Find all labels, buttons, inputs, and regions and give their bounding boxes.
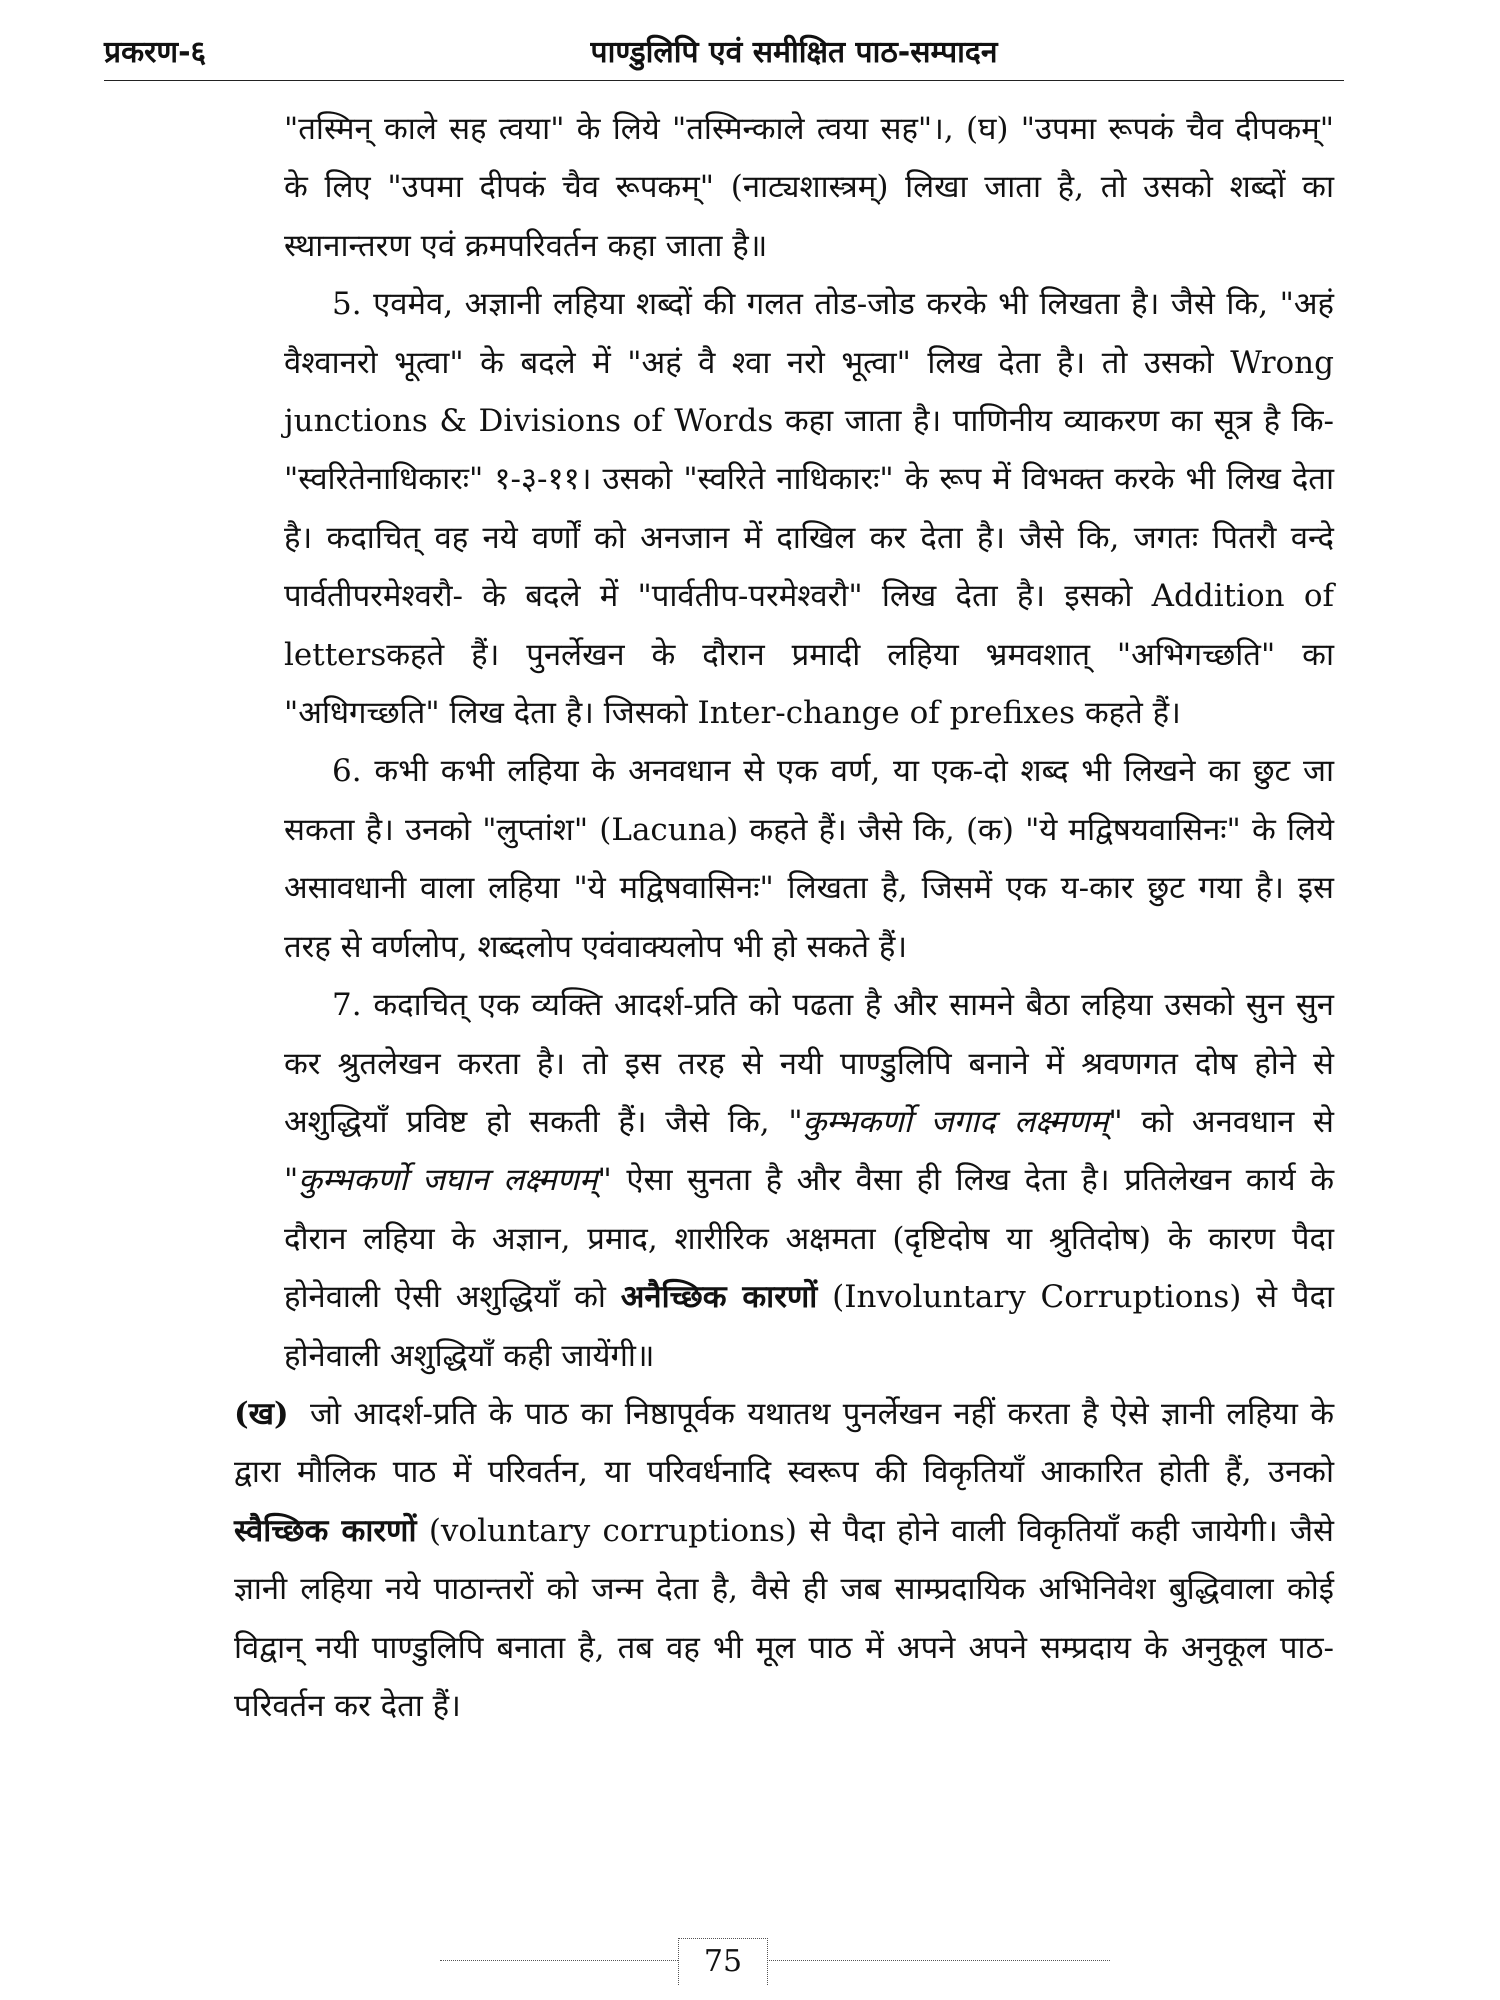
- kha-bold-term: स्वैच्छिक कारणों: [234, 1512, 417, 1549]
- footer-rule: [440, 1960, 1110, 1961]
- section-marker: (ख): [234, 1395, 289, 1432]
- page-header: [104, 24, 1344, 81]
- running-title: पाण्डुलिपि एवं समीक्षित पाठ-सम्पादन: [590, 35, 998, 70]
- p7-text-2: " को अनवधान से ": [284, 1103, 1334, 1199]
- p7-bold-term: अनैच्छिक कारणों: [620, 1279, 818, 1316]
- paragraph-7: [284, 976, 1334, 1385]
- p7-text-4: (Involuntary Corruptions) से पैदा होनेवाली अशुद्धियाँ कही जायेंगी॥: [284, 1279, 1334, 1374]
- paragraph-5: 5. एवमेव, अज्ञानी लहिया शब्दों की गलत तोड-जोड करके भी लिखता है। जैसे कि, "अहं वैश्वानरो भूत्वा" के बदले में "अहं वै श्वा नरो भूत्वा" लिख देता है। तो उसको Wrong junctions & Divisions of Words कहा जाता है। पाणिनीय व्याकरण का सूत्र है कि- "स्वरितेनाधिकारः" १-३-११। उसको "स्वरिते नाधिकारः" के रूप में विभक्त करके भी लिख देता है। कदाचित् वह नये वर्णों को अनजान में दाखिल कर देता है। जैसे कि, जगतः पितरौ वन्दे पार्वतीपरमेश्वरौ- के बदले में "पार्वतीप-परमेश्वरौ" लिख देता है। इसको Addition of lettersकहते हैं। पुनर्लेखन के दौरान प्रमादी लहिया भ्रमवशात् "अभिगच्छति" का "अधिगच्छति" लिख देता है। जिसको Inter-change of prefixes कहते हैं।: [284, 286, 1334, 732]
- p7-quote-2: कुम्भकर्णो जघान लक्ष्मणम्: [298, 1162, 598, 1199]
- body-text: [234, 100, 1334, 1735]
- paragraph-continuation: "तस्मिन् काले सह त्वया" के लिये "तस्मिन्काले त्वया सह"।, (घ) "उपमा रूपकं चैव दीपकम्" के लिए "उपमा दीपकं चैव रूपकम्" (नाट्यशास्त्रम्) लिखा जाता है, तो उसको शब्दों का स्थानान्तरण एवं क्रमपरिवर्तन कहा जाता है॥: [284, 111, 1334, 264]
- p7-text-1: 7. कदाचित् एक व्यक्ति आदर्श-प्रति को पढता है और सामने बैठा लहिया उसको सुन सुन कर श्रुतलेखन करता है। तो इस तरह से नयी पाण्डुलिपि बनाने में श्रवणगत दोष होने से अशुद्धियाँ प्रविष्ट हो सकती हैं। जैसे कि, ": [284, 987, 1334, 1140]
- page-number: 75: [678, 1938, 768, 1985]
- chapter-label: प्रकरण-६: [104, 35, 207, 70]
- p7-quote-1: कुम्भकर्णो जगाद लक्ष्मणम्: [802, 1103, 1109, 1140]
- kha-text-2: (voluntary corruptions) से पैदा होने वाली विकृतियाँ कही जायेगी। जैसे ज्ञानी लहिया नये पाठान्तरों को जन्म देता है, वैसे ही जब साम्प्रदायिक अभिनिवेश बुद्धिवाला कोई विद्वान् नयी पाण्डुलिपि बनाता है, तब वह भी मूल पाठ में अपने अपने सम्प्रदाय के अनुकूल पाठ-परिवर्तन कर देता हैं।: [234, 1512, 1334, 1724]
- paragraph-6: 6. कभी कभी लहिया के अनवधान से एक वर्ण, या एक-दो शब्द भी लिखने का छुट जा सकता है। उनको "लुप्तांश" (Lacuna) कहते हैं। जैसे कि, (क) "ये मद्विषयवासिनः" के लिये असावधानी वाला लहिया "ये मद्विषवासिनः" लिखता है, जिसमें एक य-कार छुट गया है। इस तरह से वर्णलोप, शब्दलोप एवंवाक्यलोप भी हो सकते हैं।: [284, 753, 1334, 965]
- paragraph-kha: [234, 1385, 1334, 1735]
- p7-text-3: " ऐसा सुनता है और वैसा ही लिख देता है। प्रतिलेखन कार्य के दौरान लहिया के अज्ञान, प्रमाद, शारीरिक अक्षमता (दृष्टिदोष या श्रुतिदोष) के कारण पैदा होनेवाली ऐसी अशुद्धियाँ को: [284, 1162, 1334, 1316]
- kha-text-1: जो आदर्श-प्रति के पाठ का निष्ठापूर्वक यथातथ पुनर्लेखन नहीं करता है ऐसे ज्ञानी लहिया के द्वारा मौलिक पाठ में परिवर्तन, या परिवर्धनादि स्वरूप की विकृतियाँ आकारित होती हैं, उनको: [234, 1395, 1334, 1491]
